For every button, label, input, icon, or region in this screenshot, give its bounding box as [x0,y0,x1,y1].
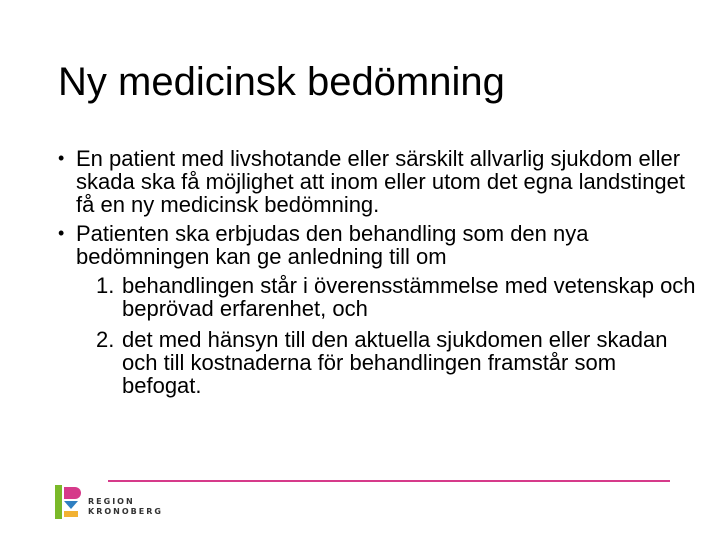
bullet-text: En patient med livshotande eller särskilt allvarlig sjukdom eller skada ska få möjlighet att inom eller utom det egna landstinget få en ny medicinsk bedömning. [76,146,686,217]
footer-divider [108,480,670,482]
logo-line-region: REGION [88,497,135,506]
bullet-dot-icon: • [58,223,65,243]
numbered-list [76,274,698,397]
item-number: 2. [96,327,115,352]
slide-content [58,147,698,405]
item-text: behandlingen står i överensstämmelse med vetenskap och beprövad erfarenhet, och [122,273,696,321]
bullet-dot-icon: • [58,148,65,168]
numbered-item-2 [76,328,698,397]
item-text: det med hänsyn till den aktuella sjukdomen eller skadan och till kostnaderna för behandlingen framstår som befogat. [122,327,668,398]
item-number: 1. [96,273,115,298]
bullet-item-1 [58,147,698,216]
bullet-text: Patienten ska erbjudas den behandling som den nya bedömningen kan ge anledning till om [76,221,589,269]
region-kronoberg-logo-icon [55,485,83,519]
bullet-item-2 [58,222,698,397]
slide-title: Ny medicinsk bedömning [58,60,505,104]
numbered-item-1 [76,274,698,320]
logo-line-kronoberg: KRONOBERG [88,507,163,516]
logo-wordmark [88,497,163,517]
